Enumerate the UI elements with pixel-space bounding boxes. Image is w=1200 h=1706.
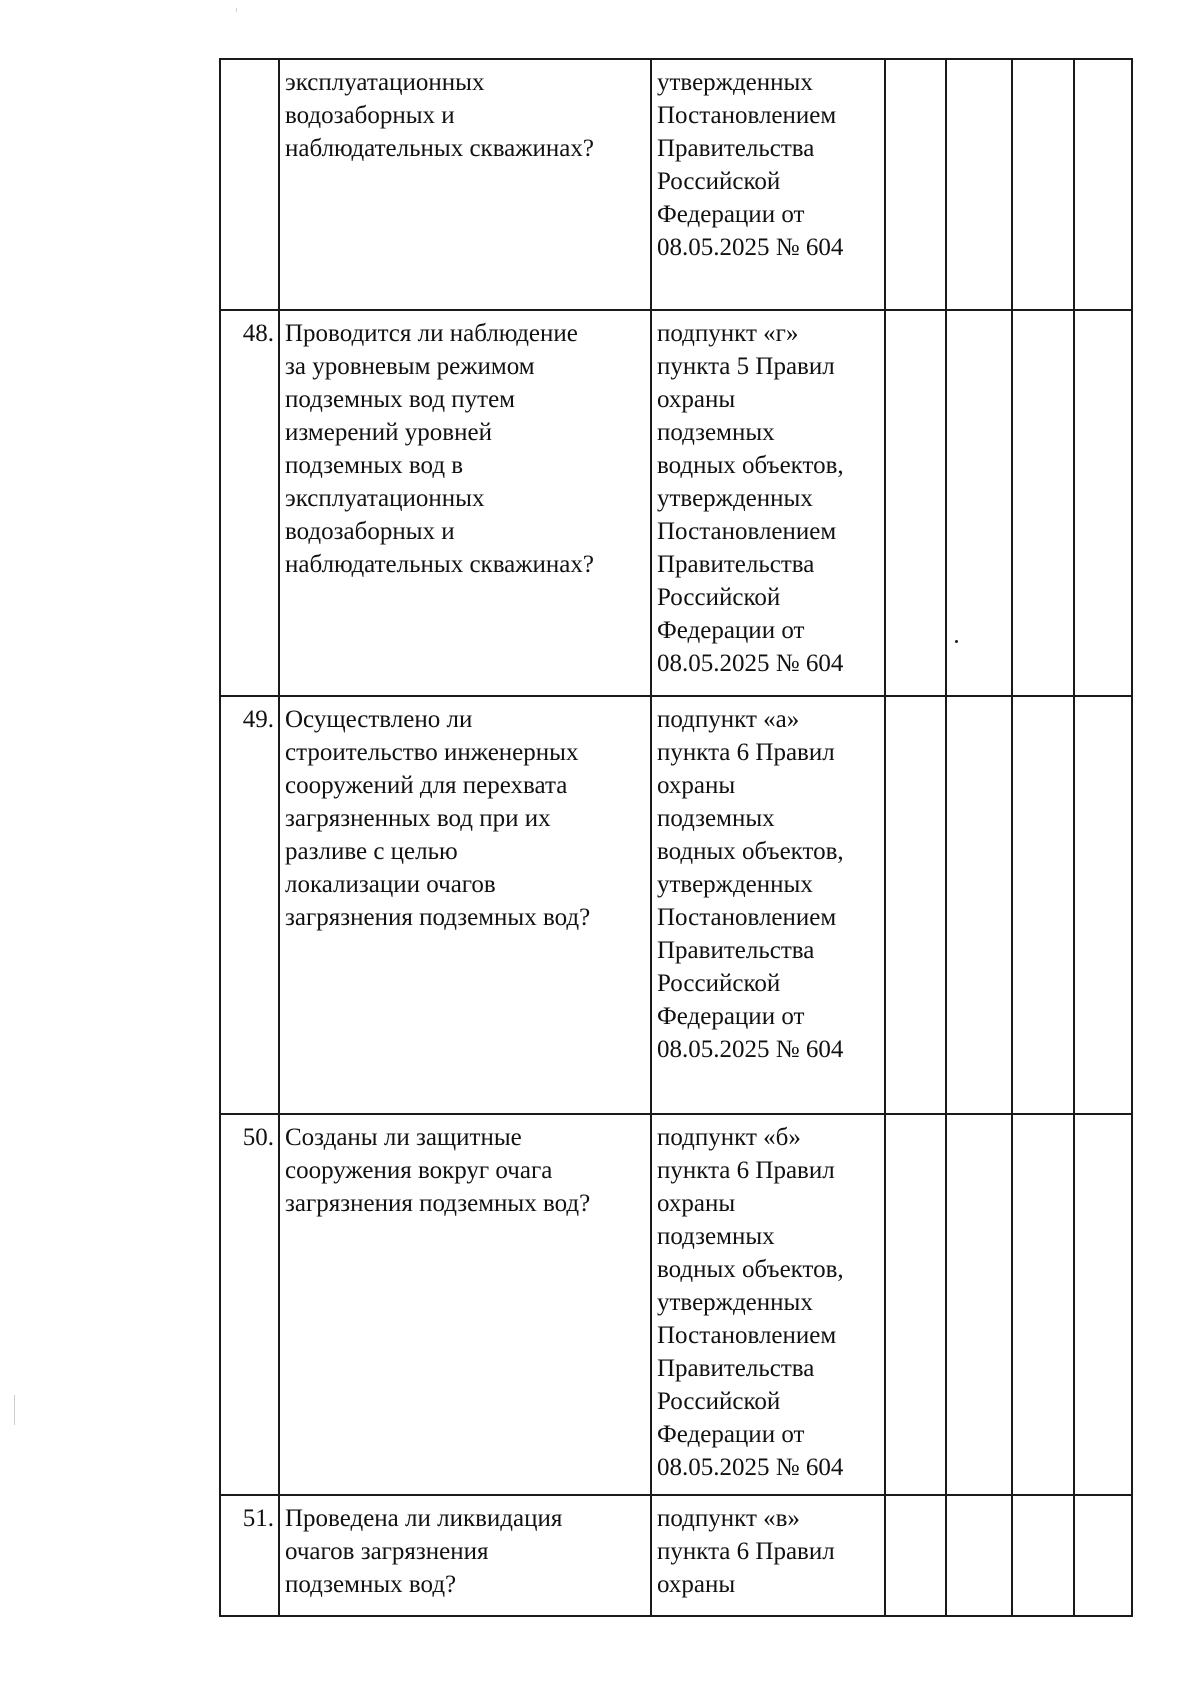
table-row (220, 59, 1132, 310)
answer-cell (1012, 310, 1074, 696)
table-row (220, 1114, 1132, 1495)
reference-cell: утвержденных Постановлением Правительства Российской Федерации от 08.05.2025 № 604 (651, 59, 885, 310)
row-number: 51. (220, 1495, 279, 1616)
answer-cell (946, 1114, 1012, 1495)
answer-cell (946, 1495, 1012, 1616)
answer-cell (1074, 1495, 1132, 1616)
stray-mark (955, 640, 958, 643)
row-number: 48. (220, 310, 279, 696)
table-row (220, 310, 1132, 696)
table-row (220, 696, 1132, 1114)
question-cell: эксплуатационных водозаборных и наблюдательных скважинах? (279, 59, 651, 310)
row-number (220, 59, 279, 310)
answer-cell (1074, 696, 1132, 1114)
answer-cell (1012, 1495, 1074, 1616)
answer-cell (1012, 696, 1074, 1114)
answer-cell (1074, 59, 1132, 310)
question-cell: Проводится ли наблюдение за уровневым режимом подземных вод путем измерений уровней подземных вод в эксплуатационных водозаборных и наблюдательных скважинах? (279, 310, 651, 696)
answer-cell (885, 310, 946, 696)
answer-cell (1074, 310, 1132, 696)
scan-artifact (14, 1395, 15, 1425)
answer-cell (885, 696, 946, 1114)
table-row (220, 1495, 1132, 1616)
answer-cell (1074, 1114, 1132, 1495)
reference-cell: подпункт «в» пункта 6 Правил охраны (651, 1495, 885, 1616)
answer-cell (946, 310, 1012, 696)
row-number: 49. (220, 696, 279, 1114)
question-cell: Проведена ли ликвидация очагов загрязнения подземных вод? (279, 1495, 651, 1616)
question-cell: Созданы ли защитные сооружения вокруг очага загрязнения подземных вод? (279, 1114, 651, 1495)
scan-artifact (236, 8, 237, 12)
reference-cell: подпункт «б» пункта 6 Правил охраны подземных водных объектов, утвержденных Постановлением Правительства Российской Федерации от 08.05.2025 № 604 (651, 1114, 885, 1495)
answer-cell (885, 1495, 946, 1616)
answer-cell (946, 59, 1012, 310)
answer-cell (946, 696, 1012, 1114)
checklist-table (219, 58, 1133, 1617)
answer-cell (1012, 59, 1074, 310)
reference-cell: подпункт «а» пункта 6 Правил охраны подземных водных объектов, утвержденных Постановлением Правительства Российской Федерации от 08.05.2025 № 604 (651, 696, 885, 1114)
row-number: 50. (220, 1114, 279, 1495)
question-cell: Осуществлено ли строительство инженерных сооружений для перехвата загрязненных вод при их разливе с целью локализации очагов загрязнения подземных вод? (279, 696, 651, 1114)
answer-cell (885, 1114, 946, 1495)
reference-cell: подпункт «г» пункта 5 Правил охраны подземных водных объектов, утвержденных Постановлением Правительства Российской Федерации от 08.05.2025 № 604 (651, 310, 885, 696)
answer-cell (1012, 1114, 1074, 1495)
answer-cell (885, 59, 946, 310)
